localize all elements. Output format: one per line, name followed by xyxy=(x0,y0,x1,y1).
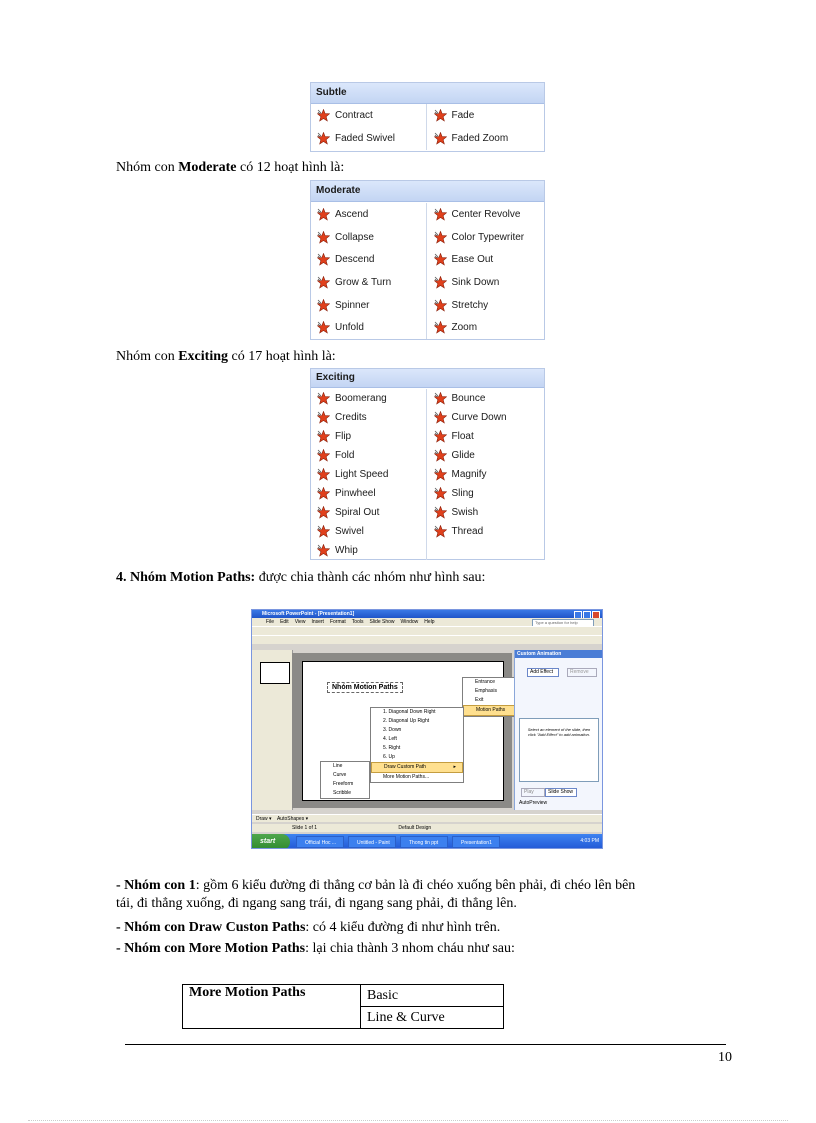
effect-item-label: Thread xyxy=(451,526,484,537)
effect-item[interactable] xyxy=(311,484,428,503)
start-button[interactable]: start xyxy=(252,834,290,849)
menu-item[interactable]: View xyxy=(294,619,306,625)
effect-item[interactable] xyxy=(311,248,428,271)
effect-item[interactable] xyxy=(428,203,545,226)
effect-item-label: Credits xyxy=(335,412,367,423)
menu-option-label: 3. Down xyxy=(383,727,402,733)
standard-toolbar[interactable] xyxy=(252,626,602,635)
effect-star-icon xyxy=(434,392,447,405)
effect-item-label: Descend xyxy=(335,254,375,266)
effect-star-icon xyxy=(317,109,330,122)
effect-item-label: Center Revolve xyxy=(451,208,521,220)
taskpane-title: Custom Animation xyxy=(515,650,603,658)
effect-item[interactable] xyxy=(428,294,545,317)
exciting-panel xyxy=(310,368,545,560)
moderate-panel xyxy=(310,180,545,340)
effect-item-label: Magnify xyxy=(451,469,487,480)
menu-option-label: Draw Custom Path xyxy=(384,764,426,770)
effect-star-icon xyxy=(317,208,330,221)
effect-item-label: Faded Swivel xyxy=(335,133,396,144)
animation-list[interactable] xyxy=(519,718,599,782)
effect-item[interactable] xyxy=(311,271,428,294)
remove-button[interactable]: Remove xyxy=(567,668,597,677)
item1-paragraph: - Nhóm con 1: gồm 6 kiểu đường đi thẳng cơ bản là đi chéo xuống bên phải, đi chéo lên bên tái, đi thẳng xuống, đi ngang sang trái, đi ngang sang phải, đi thẳng lên. xyxy=(116,878,636,911)
effect-star-icon xyxy=(434,208,447,221)
menu-item[interactable]: Format xyxy=(329,619,346,625)
effect-item[interactable] xyxy=(428,248,545,271)
menu-option[interactable] xyxy=(371,753,463,762)
effect-item-label: Bounce xyxy=(451,393,486,404)
exciting-grid xyxy=(311,389,544,560)
footer-rule xyxy=(125,1044,726,1045)
menu-option[interactable] xyxy=(321,789,369,798)
effect-star-icon xyxy=(317,449,330,462)
effect-star-icon xyxy=(317,506,330,519)
effect-item-label: Fold xyxy=(335,450,355,461)
effect-item-label: Collapse xyxy=(335,231,374,243)
effect-item-label: Stretchy xyxy=(451,299,489,311)
effect-star-icon xyxy=(434,253,447,266)
effect-item[interactable] xyxy=(428,104,545,127)
effect-item[interactable] xyxy=(428,127,545,150)
effect-item-label: Swish xyxy=(451,507,479,518)
effect-item[interactable] xyxy=(311,446,428,465)
table-option-basic: Basic xyxy=(361,985,504,1007)
menu-option-label: Freeform xyxy=(333,781,354,787)
effect-item-label: Pinwheel xyxy=(335,488,376,499)
effect-item[interactable] xyxy=(311,427,428,446)
slide-title-box[interactable]: Nhóm Motion Paths xyxy=(327,682,403,693)
menu-option-label: Scribble xyxy=(333,790,352,796)
menu-option-label: Curve xyxy=(333,772,347,778)
effect-star-icon xyxy=(317,321,330,334)
effect-item-label: Whip xyxy=(335,545,358,556)
slide-thumbnail[interactable] xyxy=(260,662,290,684)
page-number: 10 xyxy=(718,1050,732,1065)
effect-star-icon xyxy=(434,299,447,312)
menu-option[interactable] xyxy=(371,744,463,753)
submenu-arrow-icon: ▸ xyxy=(453,764,456,770)
moderate-panel-title: Moderate xyxy=(311,181,544,202)
menu-option[interactable] xyxy=(371,735,463,744)
menu-option[interactable] xyxy=(371,717,463,726)
taskbar-button[interactable]: Untitled - Paint xyxy=(348,836,396,848)
menu-item[interactable]: Help xyxy=(424,619,435,625)
table-label-cell: More Motion Paths xyxy=(183,985,361,1029)
motion-paths-menu[interactable] xyxy=(370,707,464,783)
effect-item-label: Contract xyxy=(335,110,373,121)
exciting-intro: Nhóm con Exciting có 17 hoạt hình là: xyxy=(116,349,336,364)
effect-star-icon xyxy=(434,411,447,424)
taskbar-button[interactable]: Presentation1 xyxy=(452,836,500,848)
effect-item-label: Boomerang xyxy=(335,393,387,404)
effect-star-icon xyxy=(317,299,330,312)
effect-star-icon xyxy=(434,506,447,519)
effect-star-icon xyxy=(434,231,447,244)
menu-option[interactable] xyxy=(321,762,369,771)
menu-option-label: Exit xyxy=(475,697,484,703)
powerpoint-screenshot xyxy=(251,609,603,849)
custom-path-menu[interactable] xyxy=(320,761,370,799)
menu-option-label: 2. Diagonal Up Right xyxy=(383,718,430,724)
effect-item-label: Glide xyxy=(451,450,475,461)
menu-option[interactable] xyxy=(371,762,463,773)
effect-item-label: Sink Down xyxy=(451,276,500,288)
menu-item[interactable]: File xyxy=(266,619,275,625)
effect-item-label: Flip xyxy=(335,431,352,442)
effect-item-label: Color Typewriter xyxy=(451,231,525,243)
effect-item-label: Spinner xyxy=(335,299,370,311)
effect-star-icon xyxy=(434,468,447,481)
effect-item[interactable] xyxy=(311,226,428,249)
menu-option[interactable] xyxy=(321,771,369,780)
drawing-toolbar[interactable]: Draw ▾ AutoShapes ▾ xyxy=(252,814,602,822)
effect-star-icon xyxy=(317,392,330,405)
effect-star-icon xyxy=(434,132,447,145)
effect-star-icon xyxy=(317,468,330,481)
effect-star-icon xyxy=(434,109,447,122)
effect-item[interactable] xyxy=(311,203,428,226)
effect-item-label: Float xyxy=(451,431,474,442)
item2-paragraph: - Nhóm con Draw Custon Paths: có 4 kiểu đường đi như hình trên. xyxy=(116,920,501,935)
menu-option-label: Line xyxy=(333,763,343,769)
status-bar: Slide 1 of 1 Default Design xyxy=(252,824,602,832)
effect-item-label: Light Speed xyxy=(335,469,389,480)
custom-animation-pane xyxy=(514,650,603,810)
clock: 4:03 PM xyxy=(580,838,599,844)
effect-item-label: Sling xyxy=(451,488,474,499)
effect-item[interactable] xyxy=(428,316,545,339)
effect-item[interactable] xyxy=(311,522,428,541)
effect-item[interactable] xyxy=(428,522,545,541)
subtle-grid xyxy=(311,104,544,150)
effect-star-icon xyxy=(434,321,447,334)
effect-item[interactable] xyxy=(428,271,545,294)
add-effect-button[interactable]: Add Effect xyxy=(527,668,559,677)
effect-star-icon xyxy=(317,411,330,424)
play-button[interactable]: Play xyxy=(521,788,545,797)
effect-item-label: Swivel xyxy=(335,526,364,537)
window-title: Microsoft PowerPoint - [Presentation1] xyxy=(252,610,602,618)
effect-item-label: Ascend xyxy=(335,208,369,220)
subtle-panel-title: Subtle xyxy=(311,83,544,104)
subtle-panel xyxy=(310,82,545,152)
taskpane-hint: Select an element of the slide, then click "Add Effect" to add animation. xyxy=(527,727,591,737)
effect-star-icon xyxy=(434,449,447,462)
effect-item[interactable] xyxy=(311,503,428,522)
menu-option[interactable] xyxy=(371,708,463,717)
effect-star-icon xyxy=(434,487,447,500)
menu-option[interactable] xyxy=(321,780,369,789)
effect-star-icon xyxy=(317,276,330,289)
effect-star-icon xyxy=(317,253,330,266)
menu-option[interactable] xyxy=(371,726,463,735)
menu-option-label: Emphasis xyxy=(475,688,497,694)
effect-item[interactable] xyxy=(311,127,428,150)
effect-item[interactable] xyxy=(311,541,428,560)
effect-item[interactable] xyxy=(428,446,545,465)
menu-option-label: Motion Paths xyxy=(476,707,506,713)
effect-item[interactable] xyxy=(428,427,545,446)
effect-star-icon xyxy=(317,231,330,244)
effect-item-label: Spiral Out xyxy=(335,507,380,518)
effect-star-icon xyxy=(434,525,447,538)
effect-item[interactable] xyxy=(428,484,545,503)
section4-heading: 4. Nhóm Motion Paths: được chia thành các nhóm như hình sau: xyxy=(116,570,486,585)
effect-item[interactable] xyxy=(311,465,428,484)
menu-option-label: 5. Right xyxy=(383,745,401,751)
menu-item[interactable]: Tools xyxy=(351,619,364,625)
effect-item[interactable] xyxy=(428,503,545,522)
effect-star-icon xyxy=(317,487,330,500)
formatting-toolbar[interactable] xyxy=(252,635,602,644)
menu-option-label: 4. Left xyxy=(383,736,397,742)
menu-option-label: 1. Diagonal Down Right xyxy=(383,709,436,715)
menu-option-label: 6. Up xyxy=(383,754,395,760)
effect-star-icon xyxy=(434,276,447,289)
effect-item[interactable] xyxy=(311,408,428,427)
exciting-panel-title: Exciting xyxy=(311,369,544,388)
item3-paragraph: - Nhóm con More Motion Paths: lại chia thành 3 nhom cháu như sau: xyxy=(116,941,515,956)
effect-item[interactable] xyxy=(428,226,545,249)
help-search-input[interactable]: Type a question for help xyxy=(532,619,594,627)
windows-taskbar xyxy=(252,834,602,849)
effect-item-label: Curve Down xyxy=(451,412,507,423)
effect-item-label: Unfold xyxy=(335,322,364,334)
slide-show-button[interactable]: Slide Show xyxy=(545,788,577,797)
effect-item[interactable] xyxy=(311,104,428,127)
effect-star-icon xyxy=(317,544,330,557)
effect-item[interactable] xyxy=(428,389,545,408)
effect-item-label: Faded Zoom xyxy=(451,133,509,144)
taskbar-button[interactable]: Official Hoc ... xyxy=(296,836,344,848)
more-motion-paths-table xyxy=(182,984,504,1029)
effect-star-icon xyxy=(434,430,447,443)
menu-item[interactable]: Edit xyxy=(280,619,289,625)
table-option-line-curve: Line & Curve xyxy=(361,1007,504,1029)
menu-item[interactable]: Insert xyxy=(311,619,324,625)
effect-item[interactable] xyxy=(311,316,428,339)
moderate-grid xyxy=(311,203,544,339)
effect-star-icon xyxy=(317,430,330,443)
effect-item-label: Fade xyxy=(451,110,475,121)
menu-option-label: More Motion Paths... xyxy=(383,774,430,780)
menu-option[interactable] xyxy=(371,773,463,782)
autopreview-checkbox[interactable]: AutoPreview xyxy=(519,800,548,806)
effect-item-label: Zoom xyxy=(451,322,478,334)
effect-item[interactable] xyxy=(311,389,428,408)
effect-item[interactable] xyxy=(428,408,545,427)
slides-pane xyxy=(252,650,293,810)
effect-star-icon xyxy=(317,132,330,145)
effect-item[interactable] xyxy=(311,294,428,317)
taskbar-button[interactable]: Thong tin ppt xyxy=(400,836,448,848)
moderate-intro: Nhóm con Moderate có 12 hoạt hình là: xyxy=(116,160,345,175)
effect-star-icon xyxy=(317,525,330,538)
menu-item[interactable]: Slide Show xyxy=(369,619,395,625)
effect-item-label: Grow & Turn xyxy=(335,276,392,288)
menu-option-label: Entrance xyxy=(475,679,496,685)
menu-item[interactable]: Window xyxy=(400,619,419,625)
effect-item[interactable] xyxy=(428,465,545,484)
page-bottom-border xyxy=(28,1120,788,1121)
effect-item-label: Ease Out xyxy=(451,254,494,266)
